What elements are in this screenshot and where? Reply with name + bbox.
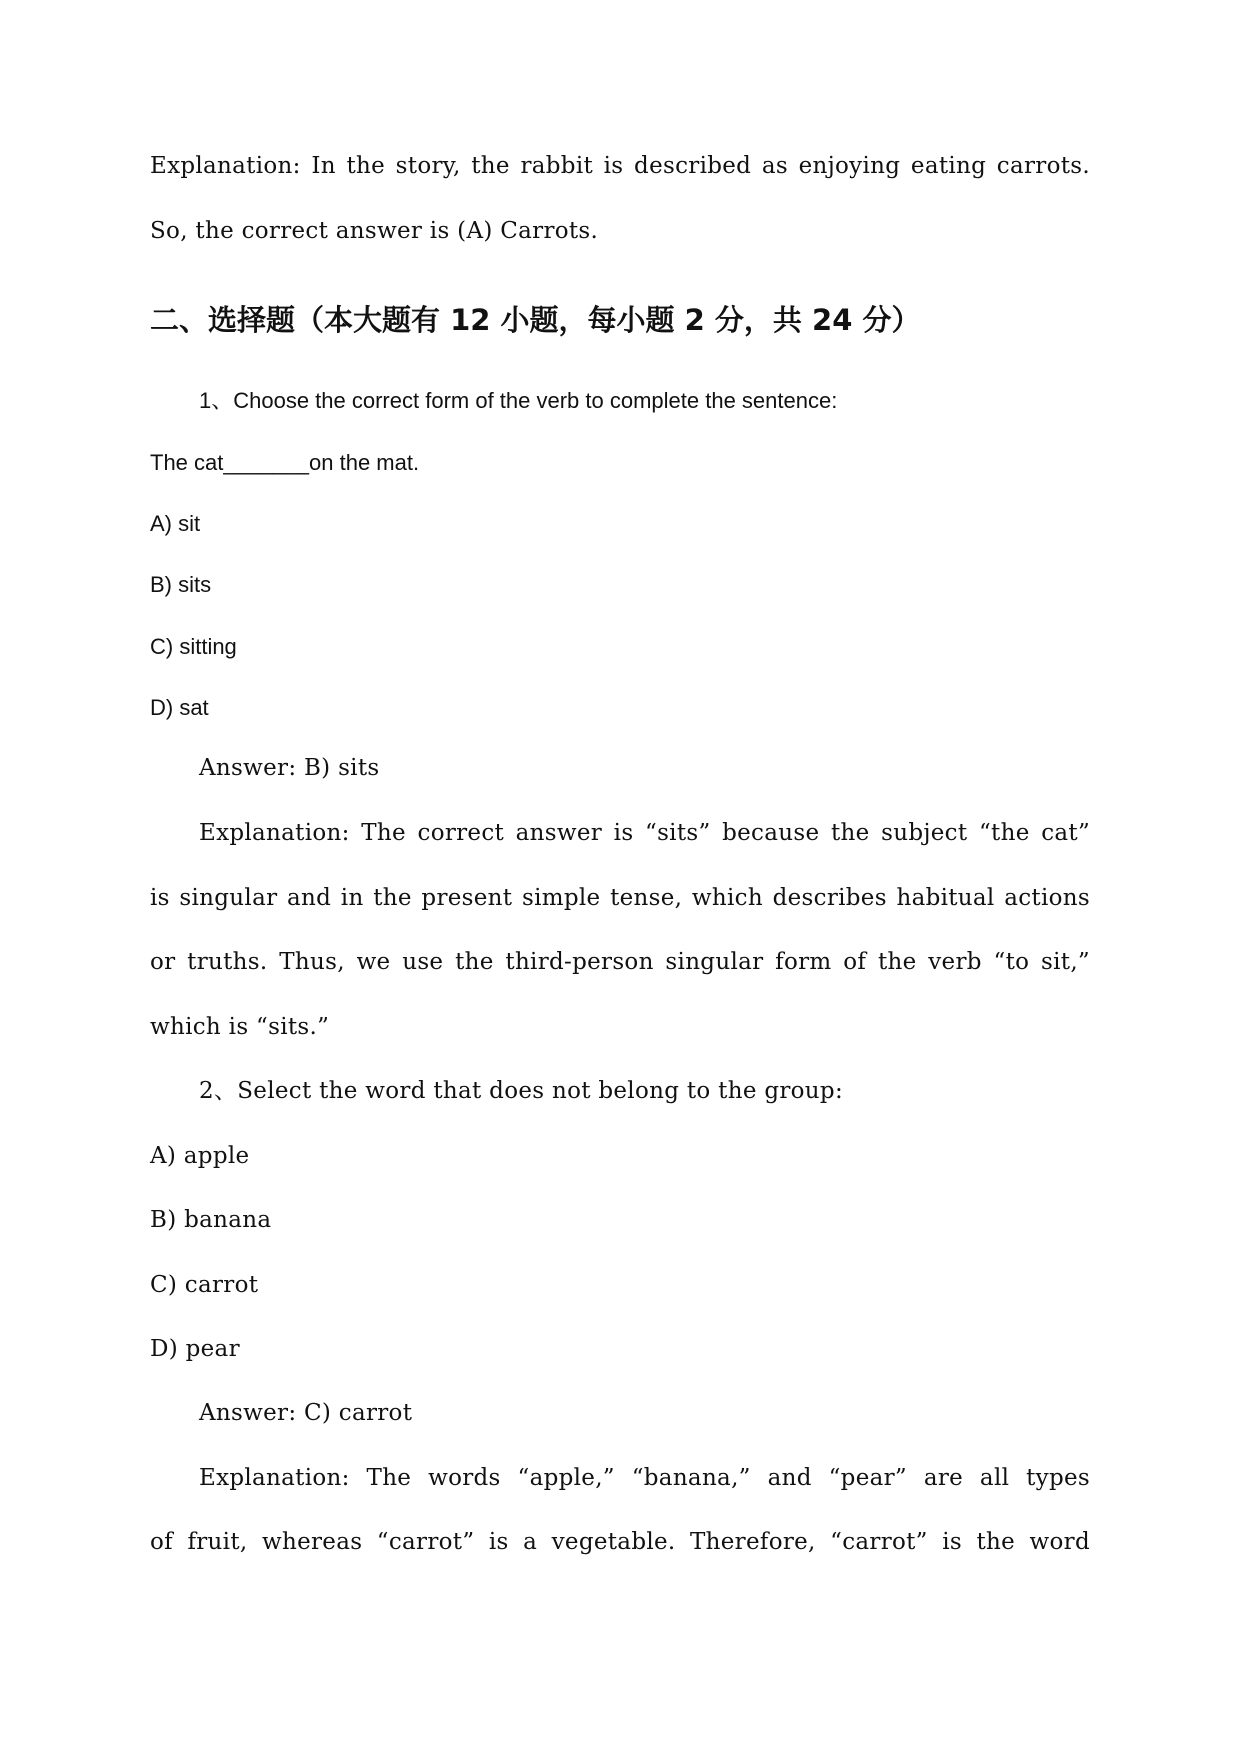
q1-explanation-line-4: which is “sits.” — [150, 1014, 330, 1040]
q1-explanation-line-1: Explanation: The correct answer is “sits” because the subject “the cat” — [199, 820, 1090, 846]
q1-option-c: C) sitting — [150, 634, 237, 659]
q2-prompt: 2、Select the word that does not belong to the group: — [199, 1078, 843, 1104]
q1-sentence: The cat_______on the mat. — [150, 450, 420, 475]
q1-option-d: D) sat — [150, 695, 209, 720]
section-heading: 二、选择题（本大题有 12 小题，每小题 2 分，共 24 分） — [150, 303, 921, 337]
q1-answer: Answer: B) sits — [199, 755, 380, 781]
q2-option-a: A) apple — [150, 1143, 250, 1169]
prev-explanation-line-1: Explanation: In the story, the rabbit is described as enjoying eating carrots. — [150, 153, 1090, 179]
q1-prompt: 1、Choose the correct form of the verb to complete the sentence: — [199, 388, 838, 413]
q1-option-b: B) sits — [150, 572, 212, 597]
q2-explanation-line-2: of fruit, whereas “carrot” is a vegetable. Therefore, “carrot” is the word — [150, 1529, 1090, 1555]
q2-option-c: C) carrot — [150, 1272, 259, 1298]
prev-explanation-line-2: So, the correct answer is (A) Carrots. — [150, 218, 599, 244]
q2-option-b: B) banana — [150, 1207, 272, 1233]
q2-option-d: D) pear — [150, 1336, 240, 1362]
q1-option-a: A) sit — [150, 511, 201, 536]
q1-explanation-line-3: or truths. Thus, we use the third-person singular form of the verb “to sit,” — [150, 949, 1090, 975]
q2-answer: Answer: C) carrot — [199, 1400, 413, 1426]
q1-explanation-line-2: is singular and in the present simple tense, which describes habitual actions — [150, 885, 1090, 911]
q2-explanation-line-1: Explanation: The words “apple,” “banana,” and “pear” are all types — [199, 1465, 1090, 1491]
